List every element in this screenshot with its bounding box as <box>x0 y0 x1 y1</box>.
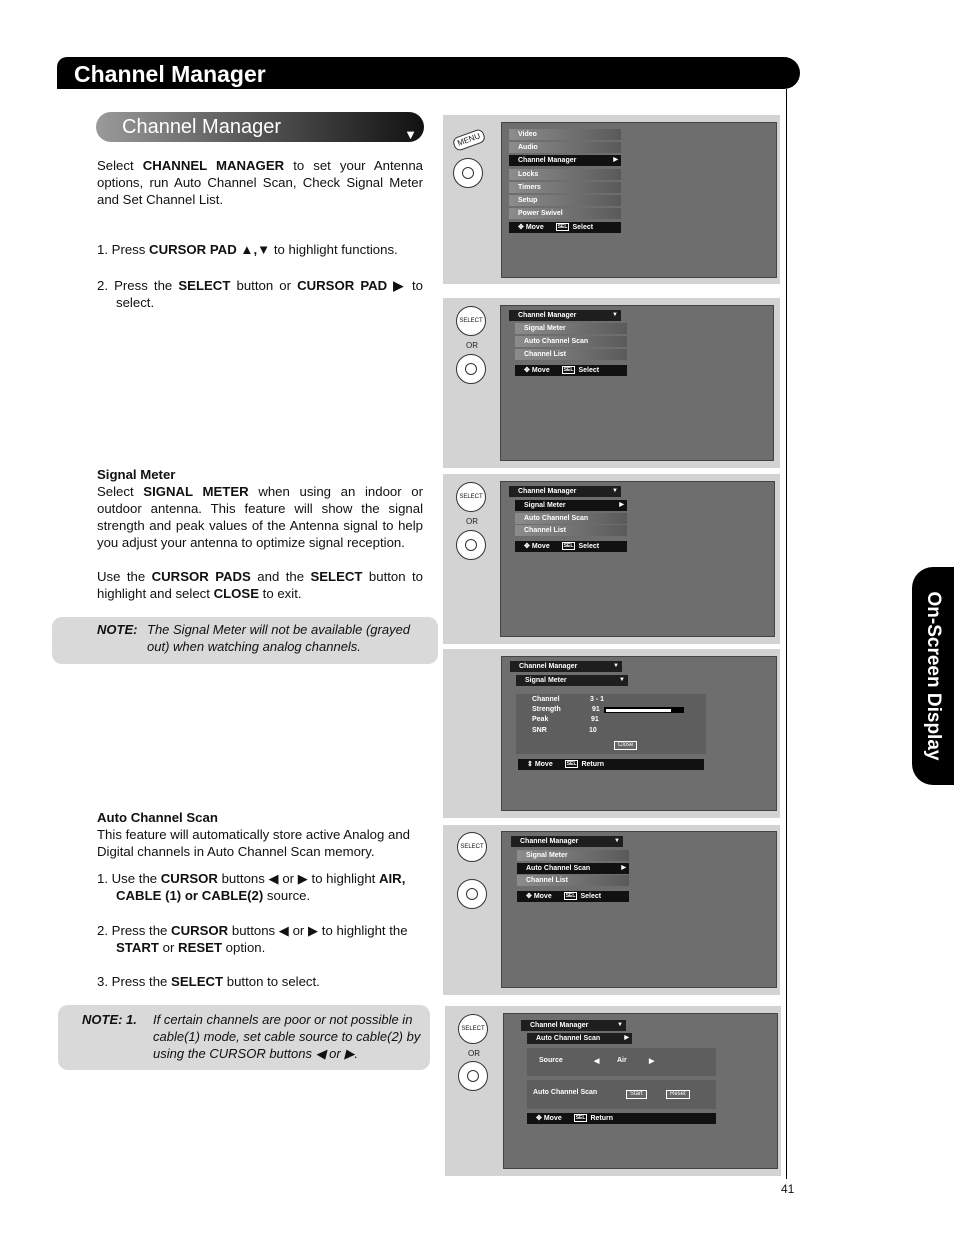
arrow-left-icon: ◀ <box>594 1058 600 1065</box>
signal-meter-text-2: Use the CURSOR PADS and the SELECT button to highlight and select CLOSE to exit. <box>97 569 423 601</box>
menu-item-channel-manager[interactable]: Channel Manager ▶ <box>509 155 621 166</box>
cm-title: Channel Manager ▼ <box>510 661 622 672</box>
strength-bar <box>604 707 684 713</box>
triangle-down-icon: ▼ <box>404 127 417 142</box>
select-button[interactable]: SELECT <box>458 1014 488 1044</box>
cm-item-channel-list[interactable]: Channel List <box>515 349 627 360</box>
page-title: Channel Manager <box>57 57 800 89</box>
signal-meter-title: Signal Meter ▼ <box>516 675 628 686</box>
auto-scan-step-3: 3. Press the SELECT button to select. <box>97 974 320 989</box>
cursor-pad-right[interactable] <box>456 354 486 384</box>
or-label: OR <box>466 341 478 350</box>
signal-meter-text: Select SIGNAL METER when using an indoor or outdoor antenna. This feature will show the signal strength and peak values of the Antenna signal to help you adjust your antenna to optimize signal reception. <box>97 484 423 550</box>
or-label: OR <box>468 1049 480 1058</box>
cursor-pad-right[interactable] <box>458 1061 488 1091</box>
or-label: OR <box>466 517 478 526</box>
menu-item-power-swivel[interactable]: Power Swivel <box>509 208 621 219</box>
auto-scan-text: This feature will automatically store active Analog and Digital channels in Auto Channel Scan memory. <box>97 827 410 859</box>
panel-signal-meter-select <box>443 474 780 644</box>
cm-item-signal-meter[interactable]: Signal Meter <box>517 850 629 861</box>
tv-screen <box>500 305 774 461</box>
select-button[interactable]: SELECT <box>457 832 487 862</box>
menu-item-audio[interactable]: Audio <box>509 142 621 153</box>
menu-footer: ✥ Move SEL Select <box>509 222 621 233</box>
tv-screen <box>501 656 777 811</box>
cm-item-signal-meter[interactable]: Signal Meter <box>515 323 627 334</box>
step-1: 1. Press CURSOR PAD ▲,▼ to highlight functions. <box>97 242 398 257</box>
cursor-pad[interactable] <box>453 158 483 188</box>
page-number: 41 <box>781 1182 795 1196</box>
cm-item-channel-list[interactable]: Channel List <box>515 525 627 536</box>
cm-item-auto-scan[interactable]: Auto Channel Scan <box>515 336 627 347</box>
auto-scan-step-2: 2. Press the CURSOR buttons ◀ or ▶ to highlight the START or RESET option. <box>97 923 408 955</box>
signal-meter-note: NOTE: The Signal Meter will not be available (grayed out) when watching analog channels. <box>52 617 438 664</box>
panel-auto-scan-display <box>445 1006 781 1176</box>
side-tab: On-Screen Display <box>912 567 954 785</box>
cm-item-auto-scan[interactable]: Auto Channel Scan ▶ <box>517 863 629 874</box>
tv-screen <box>500 481 775 637</box>
auto-scan-step-1: 1. Use the CURSOR buttons ◀ or ▶ to highlight AIR, CABLE (1) or CABLE(2) source. <box>97 871 406 903</box>
tv-screen <box>501 122 777 278</box>
reset-button[interactable]: Reset <box>666 1090 690 1099</box>
auto-scan-title: Auto Channel Scan ▶ <box>527 1033 632 1044</box>
auto-scan-heading: Auto Channel Scan <box>97 810 218 825</box>
menu-item-locks[interactable]: Locks <box>509 169 621 180</box>
panel-signal-meter-display <box>443 649 780 818</box>
cursor-pad[interactable] <box>457 879 487 909</box>
menu-item-timers[interactable]: Timers <box>509 182 621 193</box>
start-button[interactable]: Start <box>626 1090 647 1099</box>
cm-item-signal-meter[interactable]: Signal Meter ▶ <box>515 500 627 511</box>
section-heading: Channel Manager ▼ <box>96 112 424 142</box>
cm-title: Channel Manager ▼ <box>511 836 623 847</box>
tv-screen <box>503 1013 778 1169</box>
cm-footer: ✥ Move SEL Select <box>517 891 629 902</box>
scan-row: Auto Channel Scan Start Reset <box>527 1080 716 1109</box>
select-button[interactable]: SELECT <box>456 482 486 512</box>
meter-footer: ⇕ Move SEL Return <box>518 759 704 770</box>
menu-item-setup[interactable]: Setup <box>509 195 621 206</box>
meter-area: Channel 3 - 1 Strength 91 Peak 91 SNR 10 Close <box>516 694 706 754</box>
menu-item-video[interactable]: Video <box>509 129 621 140</box>
scan-footer: ✥ Move SEL Return <box>527 1113 716 1124</box>
cm-title: Channel Manager ▼ <box>509 486 621 497</box>
auto-scan-note: NOTE: 1. If certain channels are poor or not possible in cable(1) mode, set cable source to cable(2) by using the CURSOR buttons ◀ or ▶. <box>58 1005 430 1070</box>
panel-main-menu <box>443 115 780 284</box>
intro-text: Select CHANNEL MANAGER to set your Antenna options, run Auto Channel Scan, Check Signal Meter and Set Channel List. <box>97 158 423 207</box>
arrow-right-icon: ▶ <box>649 1058 655 1065</box>
cm-footer: ✥ Move SEL Select <box>515 541 627 552</box>
cursor-pad-right[interactable] <box>456 530 486 560</box>
cm-title: Channel Manager ▼ <box>521 1020 626 1031</box>
panel-auto-scan-select <box>443 825 780 995</box>
select-button[interactable]: SELECT <box>456 306 486 336</box>
cm-item-channel-list[interactable]: Channel List <box>517 875 629 886</box>
cm-item-auto-scan[interactable]: Auto Channel Scan <box>515 513 627 524</box>
panel-channel-manager <box>443 298 780 468</box>
signal-meter-heading: Signal Meter <box>97 467 176 482</box>
close-button[interactable]: Close <box>614 741 637 750</box>
divider <box>786 89 787 1179</box>
cm-footer: ✥ Move SEL Select <box>515 365 627 376</box>
cm-title: Channel Manager ▼ <box>509 310 621 321</box>
tv-screen <box>501 831 777 988</box>
source-row[interactable]: Source ◀ Air ▶ <box>527 1048 716 1076</box>
menu-button[interactable]: MENU <box>452 128 487 152</box>
step-2: 2. Press the SELECT button or CURSOR PAD ▶ to select. <box>97 278 423 310</box>
